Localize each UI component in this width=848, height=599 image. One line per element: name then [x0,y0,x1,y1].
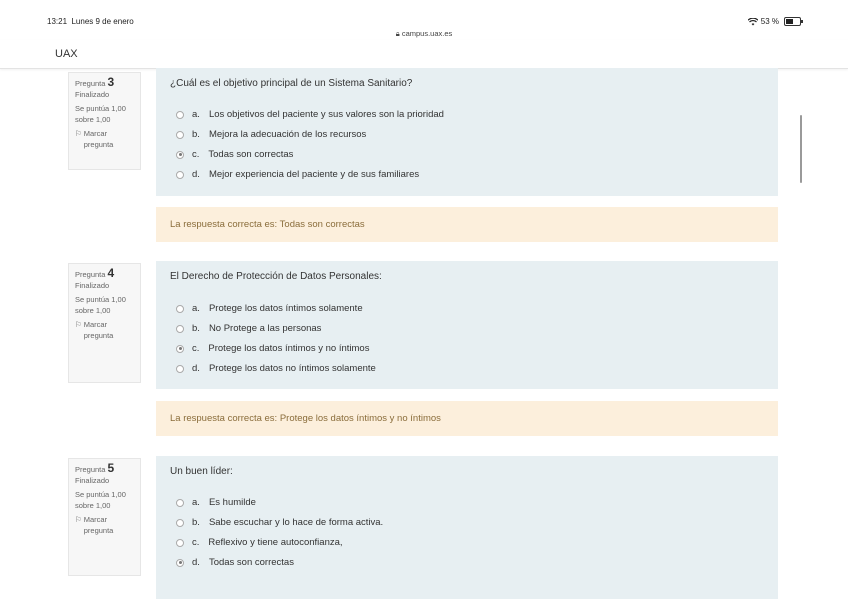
radio-button[interactable] [176,131,184,139]
question-state: Finalizado [75,281,110,290]
status-bar [0,0,848,38]
radio-button-selected[interactable] [176,559,184,567]
date-text: Lunes 9 de enero [71,17,134,26]
question-number: Pregunta 3 [75,75,115,89]
flag-icon: ⚐ [75,515,82,524]
flag-question-link[interactable]: ⚐ Marcar pregunta [75,320,114,340]
time-text: 13:21 [47,17,68,26]
radio-button[interactable] [176,539,184,547]
answer-option[interactable]: b. Mejora la adecuación de los recursos [176,129,366,140]
correct-answer-feedback: La respuesta correcta es: Protege los datos íntimos y no íntimos [156,401,778,436]
app-header [0,40,848,69]
question-state: Finalizado [75,90,110,99]
battery-icon [784,17,801,26]
address-bar[interactable] [0,29,848,39]
status-time [47,17,134,26]
radio-button[interactable] [176,171,184,179]
answer-option[interactable]: d. Todas son correctas [176,557,294,568]
radio-button[interactable] [176,325,184,333]
brand-logo[interactable]: UAX [55,48,78,60]
question-state: Finalizado [75,476,110,485]
answer-option[interactable]: a. Los objetivos del paciente y sus valores son la prioridad [176,109,444,120]
question-number: Pregunta 5 [75,461,115,475]
question-number: Pregunta 4 [75,266,115,280]
question-text: El Derecho de Protección de Datos Personales: [170,271,382,282]
answer-option[interactable]: c. Todas son correctas [176,149,293,160]
answer-option[interactable]: c. Reflexivo y tiene autoconfianza, [176,537,343,548]
question-grade: Se puntúa 1,00 sobre 1,00 [75,490,126,510]
answer-option[interactable]: a. Protege los datos íntimos solamente [176,303,363,314]
question-grade: Se puntúa 1,00 sobre 1,00 [75,104,126,124]
status-indicators [748,17,801,26]
scrollbar[interactable] [800,115,802,183]
flag-question-link[interactable]: ⚐ Marcar pregunta [75,129,114,149]
flag-question-link[interactable]: ⚐ Marcar pregunta [75,515,114,535]
question-info [68,458,141,576]
correct-answer-feedback: La respuesta correcta es: Todas son correctas [156,207,778,242]
url-text: campus.uax.es [401,29,453,38]
radio-button-selected[interactable] [176,151,184,159]
radio-button[interactable] [176,499,184,507]
flag-icon: ⚐ [75,320,82,329]
wifi-icon [748,18,758,26]
question-content [156,68,778,196]
question-info [68,72,141,170]
radio-button[interactable] [176,519,184,527]
flag-icon: ⚐ [75,129,82,138]
radio-button[interactable] [176,305,184,313]
answer-option[interactable]: d. Protege los datos no íntimos solamente [176,363,376,374]
question-info [68,263,141,383]
answer-option[interactable]: b. No Protege a las personas [176,323,321,334]
question-text: ¿Cuál es el objetivo principal de un Sistema Sanitario? [170,78,413,89]
battery-percent: 53 % [760,17,779,26]
question-text: Un buen líder: [170,466,233,477]
radio-button[interactable] [176,365,184,373]
question-content [156,261,778,389]
answer-option[interactable]: d. Mejor experiencia del paciente y de sus familiares [176,169,419,180]
radio-button-selected[interactable] [176,345,184,353]
answer-option[interactable]: a. Es humilde [176,497,256,508]
question-grade: Se puntúa 1,00 sobre 1,00 [75,295,126,315]
answer-option[interactable]: b. Sabe escuchar y lo hace de forma activa. [176,517,383,528]
radio-button[interactable] [176,111,184,119]
question-content [156,456,778,599]
answer-option[interactable]: c. Protege los datos íntimos y no íntimos [176,343,369,354]
lock-icon: 🔒︎ [395,29,400,38]
